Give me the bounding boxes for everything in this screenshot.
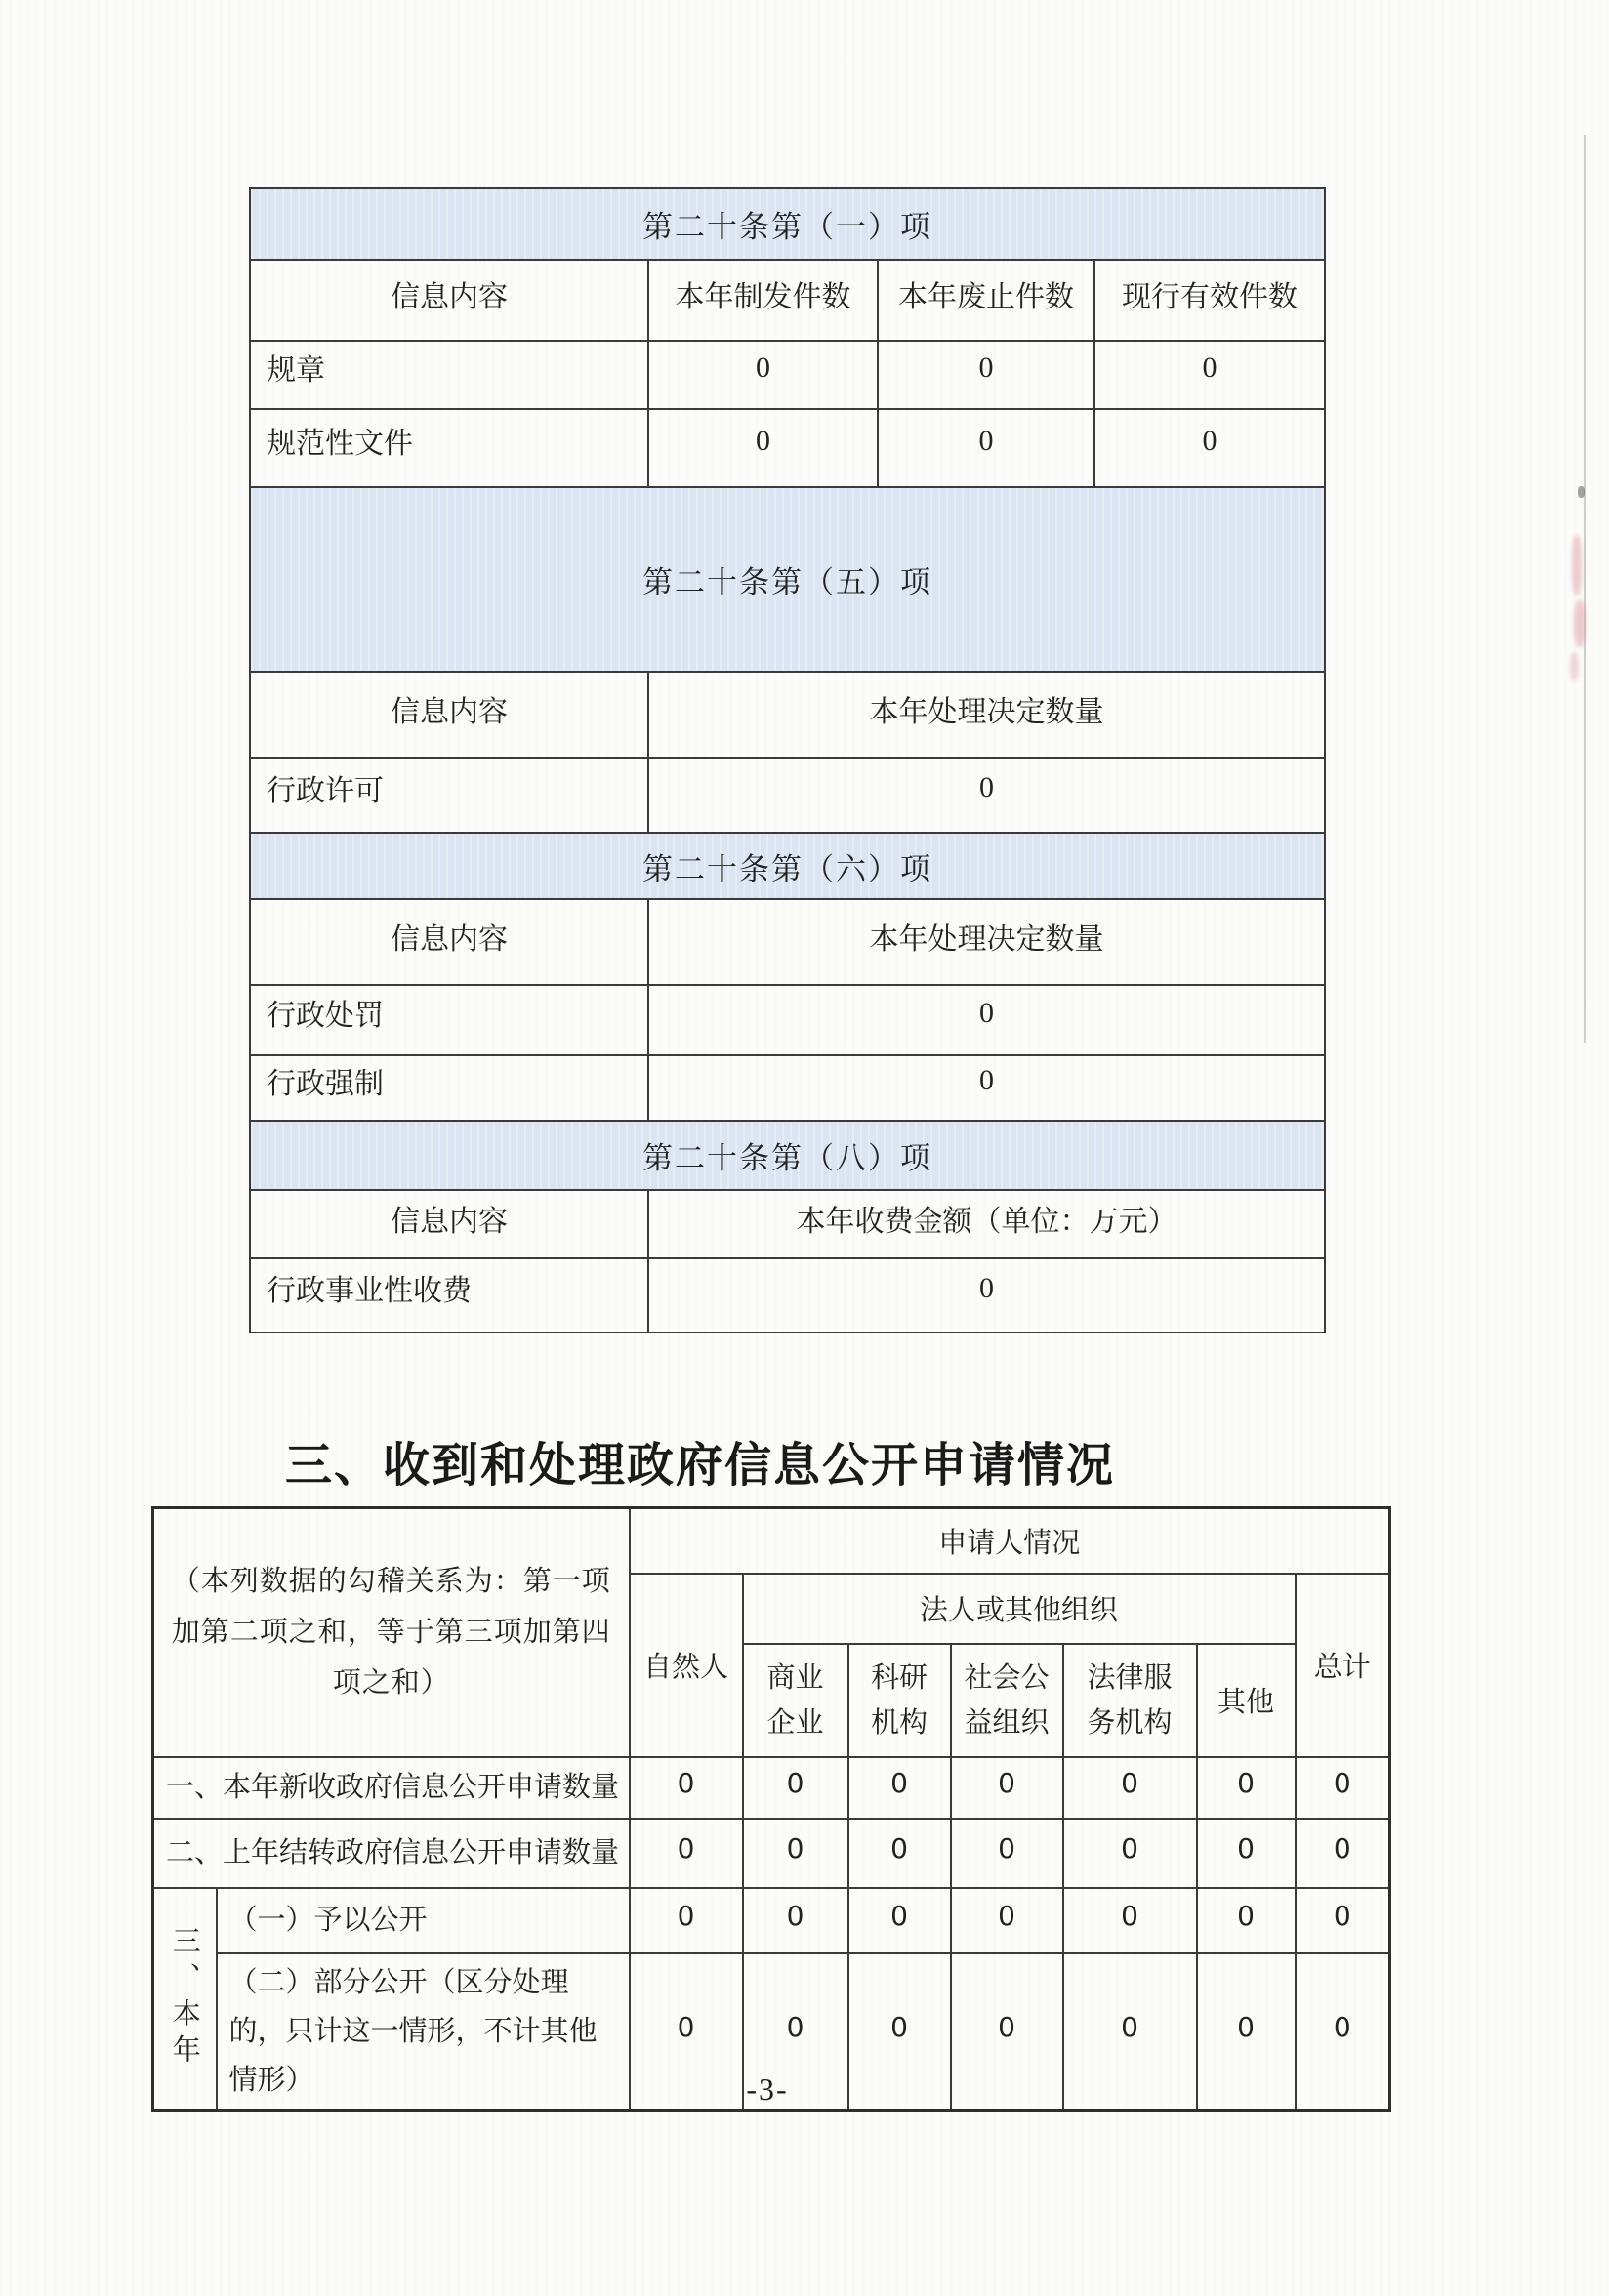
section-title: 三、收到和处理政府信息公开申请情况 — [285, 1440, 1116, 1492]
table-row — [250, 899, 1325, 985]
table-row — [250, 1121, 1325, 1190]
table-row — [250, 1190, 1325, 1258]
value-cell: 0 — [648, 409, 878, 487]
value-cell: 0 — [648, 1258, 1325, 1332]
table-row — [250, 341, 1325, 409]
value-cell: 0 — [1063, 1757, 1197, 1819]
column-header: 本年处理决定数量 — [648, 672, 1325, 758]
value-cell: 0 — [630, 1888, 743, 1953]
row-label: 行政强制 — [250, 1055, 648, 1121]
value-cell: 0 — [951, 1757, 1063, 1819]
column-header-natural-person: 自然人 — [630, 1574, 743, 1757]
page-number: -3- — [746, 2071, 789, 2107]
row-label: （二）部分公开（区分处理的，只计这一情形，不计其他情形） — [217, 1953, 630, 2111]
value-cell: 0 — [1197, 1888, 1296, 1953]
value-cell: 0 — [848, 1888, 951, 1953]
table-row — [250, 758, 1325, 833]
scan-smudge — [1572, 535, 1582, 595]
column-header-label: 科研机构 — [871, 1661, 928, 1739]
column-header: 本年废止件数 — [878, 260, 1094, 341]
column-header-label: 商业企业 — [766, 1661, 824, 1739]
scan-smudge — [1574, 600, 1586, 647]
table-row — [250, 260, 1325, 341]
column-header-legal-service — [1063, 1644, 1197, 1757]
value-cell: 0 — [648, 758, 1325, 833]
column-header: 信息内容 — [250, 260, 648, 341]
scan-speck — [1578, 486, 1585, 498]
row-label: 行政处罚 — [250, 985, 648, 1055]
column-header: 现行有效件数 — [1094, 260, 1325, 341]
band-part6: 第二十条第（六）项 — [250, 833, 1325, 899]
value-cell: 0 — [1063, 1888, 1197, 1953]
column-header-social-org — [951, 1644, 1063, 1757]
table-row — [250, 833, 1325, 899]
column-header-other: 其他 — [1197, 1644, 1296, 1757]
column-header-label: 社会公益组织 — [964, 1661, 1050, 1739]
value-cell: 0 — [1296, 1757, 1390, 1819]
table-row — [250, 409, 1325, 487]
scan-edge-line — [1584, 135, 1586, 1043]
value-cell: 0 — [1094, 341, 1325, 409]
article20-table — [249, 187, 1326, 1333]
value-cell: 0 — [1063, 1953, 1197, 2111]
column-header-business — [743, 1644, 848, 1757]
value-cell: 0 — [648, 341, 878, 409]
value-cell: 0 — [1197, 1819, 1296, 1888]
requests-table — [151, 1506, 1391, 2112]
table-row — [250, 1258, 1325, 1332]
table-row — [250, 985, 1325, 1055]
column-header-total: 总计 — [1296, 1574, 1390, 1757]
row-label: （一）予以公开 — [217, 1888, 630, 1953]
value-cell: 0 — [743, 1888, 848, 1953]
value-cell: 0 — [848, 1953, 951, 2111]
table-row — [250, 672, 1325, 758]
value-cell: 0 — [743, 1953, 848, 2111]
row-label: 规章 — [250, 341, 648, 409]
column-header: 信息内容 — [250, 899, 648, 985]
value-cell: 0 — [1197, 1757, 1296, 1819]
column-header-legal-org: 法人或其他组织 — [743, 1574, 1296, 1644]
value-cell: 0 — [1296, 1953, 1390, 2111]
table-row — [153, 1819, 1390, 1888]
value-cell: 0 — [630, 1757, 743, 1819]
column-header: 本年收费金额（单位：万元） — [648, 1190, 1325, 1258]
value-cell: 0 — [878, 409, 1094, 487]
group-label-vertical: 三、本年 — [153, 1888, 217, 2111]
band-part8: 第二十条第（八）项 — [250, 1121, 1325, 1190]
column-header: 信息内容 — [250, 672, 648, 758]
column-header: 本年处理决定数量 — [648, 899, 1325, 985]
table-row — [250, 1055, 1325, 1121]
value-cell: 0 — [951, 1819, 1063, 1888]
value-cell: 0 — [951, 1888, 1063, 1953]
value-cell: 0 — [648, 1055, 1325, 1121]
value-cell: 0 — [848, 1757, 951, 1819]
value-cell: 0 — [743, 1757, 848, 1819]
value-cell: 0 — [1296, 1819, 1390, 1888]
value-cell: 0 — [1094, 409, 1325, 487]
row-label: 行政许可 — [250, 758, 648, 833]
table-row — [153, 1888, 1390, 1953]
value-cell: 0 — [951, 1953, 1063, 2111]
table-row — [250, 487, 1325, 672]
value-cell: 0 — [743, 1819, 848, 1888]
value-cell: 0 — [630, 1819, 743, 1888]
value-cell: 0 — [878, 341, 1094, 409]
band-part1: 第二十条第（一）项 — [250, 188, 1325, 260]
value-cell: 0 — [648, 985, 1325, 1055]
column-header-label: 法律服务机构 — [1087, 1661, 1173, 1739]
value-cell: 0 — [1063, 1819, 1197, 1888]
row-label: 二、上年结转政府信息公开申请数量 — [153, 1819, 630, 1888]
row-label: 规范性文件 — [250, 409, 648, 487]
value-cell: 0 — [848, 1819, 951, 1888]
table-row — [153, 1508, 1390, 1574]
column-header: 信息内容 — [250, 1190, 648, 1258]
value-cell: 0 — [630, 1953, 743, 2111]
row-label: 行政事业性收费 — [250, 1258, 648, 1332]
band-part5: 第二十条第（五）项 — [250, 487, 1325, 672]
column-header-research — [848, 1644, 951, 1757]
table-row — [250, 188, 1325, 260]
row-label: 一、本年新收政府信息公开申请数量 — [153, 1757, 630, 1819]
table-row — [153, 1757, 1390, 1819]
value-cell: 0 — [1197, 1953, 1296, 2111]
scan-smudge — [1570, 652, 1579, 681]
value-cell: 0 — [1296, 1888, 1390, 1953]
column-header: 本年制发件数 — [648, 260, 878, 341]
applicant-header: 申请人情况 — [630, 1508, 1390, 1574]
reconciliation-note: （本列数据的勾稽关系为：第一项加第二项之和，等于第三项加第四项之和） — [153, 1508, 630, 1757]
